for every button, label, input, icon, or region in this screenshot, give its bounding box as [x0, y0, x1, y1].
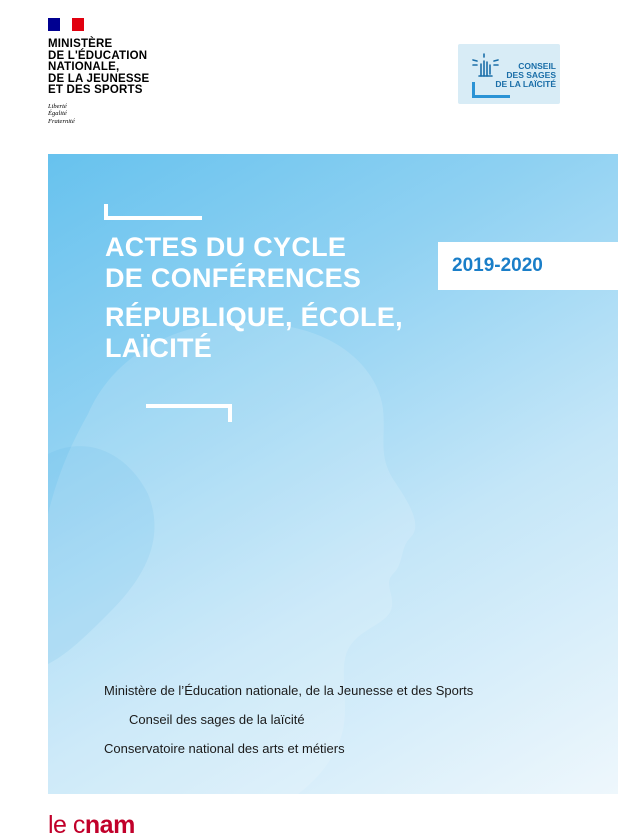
year-badge [438, 242, 618, 290]
subtitle-line: RÉPUBLIQUE, ÉCOLE, [105, 302, 403, 332]
subtitle-line: LAÏCITÉ [105, 333, 213, 363]
conseil-logo-line: CONSEIL [518, 61, 556, 71]
decorative-corner-bottom [146, 404, 232, 422]
cover-panel [48, 154, 618, 794]
ministry-name-line: NATIONALE, [48, 61, 120, 73]
ministry-name-line: ET DES SPORTS [48, 84, 143, 96]
ministry-name [48, 39, 188, 97]
ministry-name-line: DE LA JEUNESSE [48, 72, 150, 85]
credit-line: Conseil des sages de la laïcité [129, 712, 305, 727]
year-range: 2019-2020 [452, 255, 543, 276]
republic-motto [48, 103, 188, 126]
motto-line: Égalité [48, 110, 67, 117]
cnam-logo-prefix: le c [48, 811, 85, 839]
title-line: ACTES DU CYCLE [105, 232, 347, 262]
motto-line: Fraternité [48, 117, 75, 125]
conseil-logo-text [495, 62, 556, 89]
credit-line: Ministère de l’Éducation nationale, de la Jeunesse et des Sports [104, 683, 474, 698]
conseil-des-sages-logo [458, 44, 560, 104]
motto-line: Liberté [48, 102, 67, 110]
ministry-name-line: MINISTÈRE [48, 38, 113, 50]
decorative-corner-top [104, 204, 202, 220]
conseil-logo-line: DES SAGES [506, 70, 556, 80]
logo-accent-line [472, 95, 510, 98]
cnam-logo-bold: nam [84, 811, 135, 839]
cover-title [105, 232, 403, 364]
cnam-logo [48, 810, 135, 840]
credits-list [104, 676, 473, 763]
ministry-logo [48, 18, 188, 125]
ministry-name-line: DE L'ÉDUCATION [48, 49, 148, 62]
credit-line: Conservatoire national des arts et métiers [104, 741, 345, 756]
title-line: DE CONFÉRENCES [105, 263, 362, 293]
french-flag-icon [48, 18, 84, 31]
conseil-logo-line: DE LA LAÏCITÉ [495, 79, 556, 89]
